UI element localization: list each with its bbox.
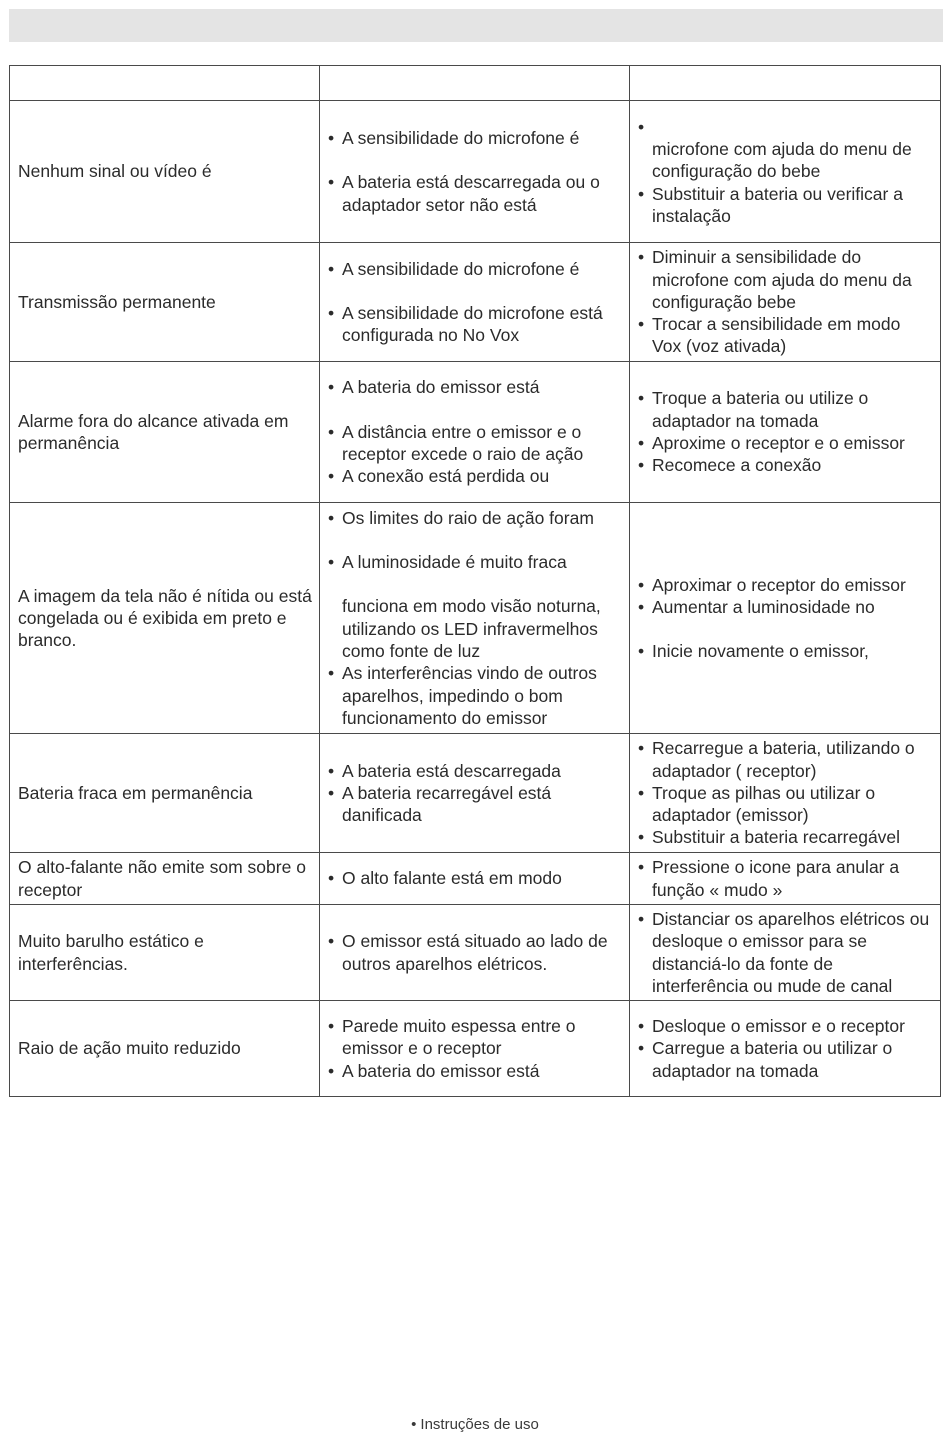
cause-item: • A luminosidade é muito fraca [328, 551, 623, 573]
solution-cell [630, 503, 941, 734]
cause-cell [320, 362, 630, 503]
cause-list [328, 258, 623, 347]
cause-list [328, 867, 623, 889]
footer-bullet: • [411, 1416, 417, 1433]
cause-item: • A sensibilidade do microfone está configurada no No Vox [328, 302, 623, 347]
header-problem [10, 66, 320, 101]
cause-item: • A bateria do emissor está [328, 376, 623, 398]
cause-item: • A conexão está perdida ou [328, 465, 623, 487]
cause-item: • A bateria está descarregada ou o adaptador setor não está [328, 171, 623, 216]
solution-cell [630, 1001, 941, 1097]
table-header-row [10, 66, 941, 101]
solution-cell [630, 101, 941, 243]
cause-list [328, 930, 623, 975]
cause-cell [320, 905, 630, 1001]
problem-cell: Transmissão permanente [10, 243, 320, 362]
solution-item: • Diminuir a sensibilidade do microfone com ajuda do menu da configuração bebe [638, 246, 934, 313]
solution-item: • Desloque o emissor e o receptor [638, 1015, 934, 1037]
cause-list [328, 507, 623, 729]
table-row [10, 362, 941, 503]
header-cause [320, 66, 630, 101]
cause-item: funciona em modo visão noturna, utilizando os LED infravermelhos como fonte de luz [342, 596, 601, 661]
solution-item: • Substituir a bateria ou verificar a instalação [638, 183, 934, 228]
solution-item: • Carregue a bateria ou utilizar o adaptador na tomada [638, 1037, 934, 1082]
cause-item: • A bateria do emissor está [328, 1060, 623, 1082]
table-row [10, 243, 941, 362]
solution-list [638, 908, 934, 997]
problem-cell: Raio de ação muito reduzido [10, 1001, 320, 1097]
solution-item: • Aproximar o receptor do emissor [638, 574, 934, 596]
cause-item: • A bateria recarregável está danificada [328, 782, 623, 827]
table-row [10, 853, 941, 905]
solution-item: • Recomece a conexão [638, 454, 934, 476]
problem-cell: Nenhum sinal ou vídeo é [10, 101, 320, 243]
solution-item: • Pressione o icone para anular a função « mudo » [638, 856, 934, 901]
problem-cell: Bateria fraca em permanência [10, 734, 320, 853]
cause-item: • Parede muito espessa entre o emissor e o receptor [328, 1015, 623, 1060]
cause-cell [320, 734, 630, 853]
problem-cell: A imagem da tela não é nítida ou está congelada ou é exibida em preto e branco. [10, 503, 320, 734]
table-row [10, 734, 941, 853]
solution-item: • Recarregue a bateria, utilizando o adaptador ( receptor) [638, 737, 934, 782]
footer [0, 1416, 950, 1433]
table-row [10, 101, 941, 243]
solution-cell [630, 905, 941, 1001]
solution-list [638, 856, 934, 901]
solution-cell [630, 362, 941, 503]
cause-cell [320, 853, 630, 905]
problem-cell: Muito barulho estático e interferências. [10, 905, 320, 1001]
table-row [10, 1001, 941, 1097]
cause-list [328, 376, 623, 487]
solution-item: • Aproxime o receptor e o emissor [638, 432, 934, 454]
solution-item [638, 116, 934, 138]
solution-list [638, 246, 934, 357]
cause-cell [320, 1001, 630, 1097]
cause-cell [320, 503, 630, 734]
cause-list [328, 1015, 623, 1082]
solution-item: microfone com ajuda do menu de configuração do bebe [652, 138, 912, 182]
cause-cell [320, 101, 630, 243]
table-row [10, 503, 941, 734]
solution-cell [630, 734, 941, 853]
solution-list [638, 574, 934, 663]
solution-item: • Troque a bateria ou utilize o adaptador na tomada [638, 387, 934, 432]
solution-list [638, 387, 934, 476]
cause-item: • Os limites do raio de ação foram [328, 507, 623, 529]
solution-list [638, 116, 934, 227]
solution-item: • Inicie novamente o emissor, [638, 640, 934, 662]
table-body [10, 101, 941, 1097]
cause-item: • A sensibilidade do microfone é [328, 258, 623, 280]
cause-cell [320, 243, 630, 362]
problem-cell: Alarme fora do alcance ativada em permanência [10, 362, 320, 503]
cause-item: • As interferências vindo de outros aparelhos, impedindo o bom funcionamento do emissor [328, 662, 623, 729]
problem-cell: O alto-falante não emite som sobre o receptor [10, 853, 320, 905]
cause-list [328, 127, 623, 216]
solution-item: • Aumentar a luminosidade no [638, 596, 934, 618]
cause-item: • A distância entre o emissor e o receptor excede o raio de ação [328, 421, 623, 466]
footer-text: Instruções de uso [420, 1416, 539, 1433]
cause-list [328, 760, 623, 827]
cause-item: • O emissor está situado ao lado de outros aparelhos elétricos. [328, 930, 623, 975]
header-solution [630, 66, 941, 101]
solution-item: • Distanciar os aparelhos elétricos ou desloque o emissor para se distanciá-lo da fonte de interferência ou mude de canal [638, 908, 934, 997]
solution-cell [630, 853, 941, 905]
solution-item: • Trocar a sensibilidade em modo Vox (voz ativada) [638, 313, 934, 358]
cause-item: • O alto falante está em modo [328, 867, 623, 889]
cause-item: • A sensibilidade do microfone é [328, 127, 623, 149]
solution-list [638, 737, 934, 848]
table-row [10, 905, 941, 1001]
header-bar [9, 9, 943, 42]
solution-item: • Substituir a bateria recarregável [638, 826, 934, 848]
solution-cell [630, 243, 941, 362]
troubleshooting-table [9, 65, 941, 1097]
cause-item: • A bateria está descarregada [328, 760, 623, 782]
solution-item: • Troque as pilhas ou utilizar o adaptador (emissor) [638, 782, 934, 827]
solution-list [638, 1015, 934, 1082]
